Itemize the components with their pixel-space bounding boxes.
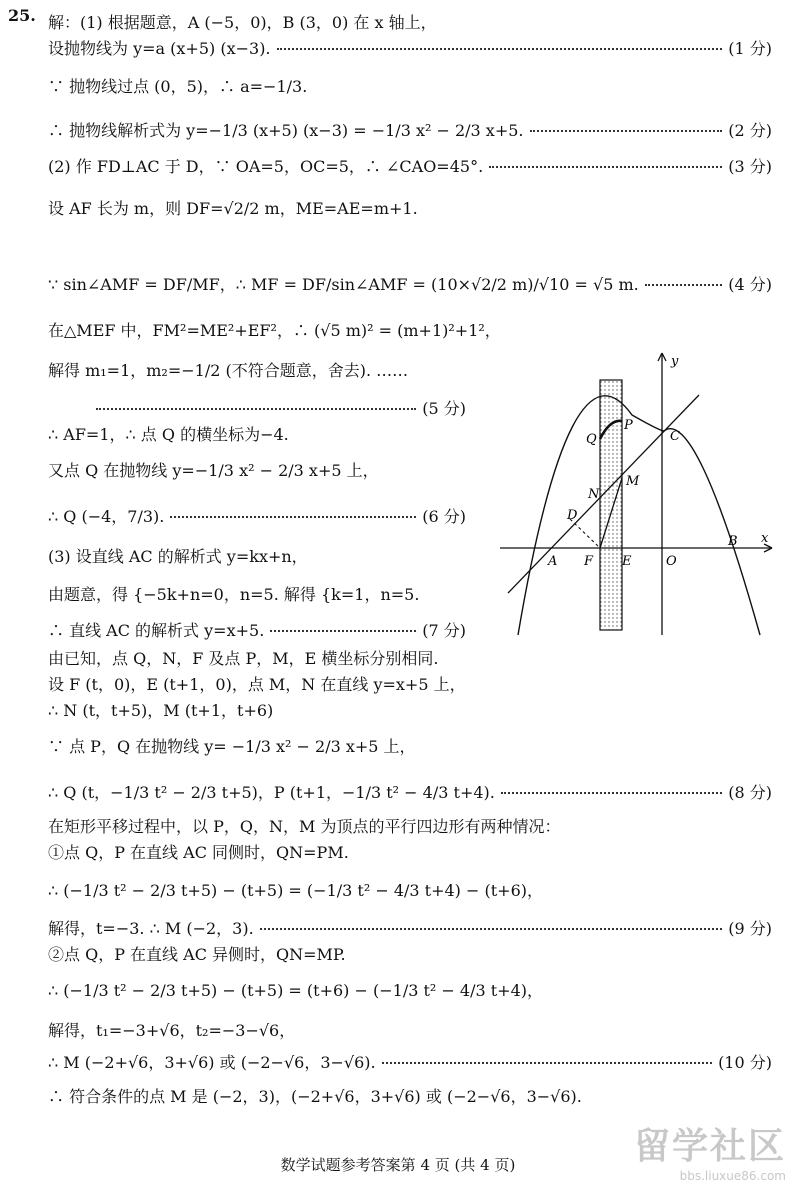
answer-line-text: ∵ 点 P，Q 在抛物线 y= −1/3 x² − 2/3 x+5 上， [48,736,416,756]
answer-line-text: ∴ 符合条件的点 M 是 (−2，3)，(−2+√6，3+√6) 或 (−2−√6，3−√6). [48,1086,582,1106]
answer-line [48,150,772,180]
answer-line [48,114,772,144]
watermark [634,1118,786,1183]
leader-dots [501,792,722,794]
answer-line-text: ∵ sin∠AMF = DF/MF，∴ MF = DF/sin∠AMF = (10×√2/2 m)/√10 = √5 m. [48,274,639,294]
watermark-main: 留学社区 [633,1126,786,1167]
answer-line [48,32,772,62]
answer-line-text: ∴ (−1/3 t² − 2/3 t+5) − (t+5) = (−1/3 t² − 4/3 t+4) − (t+6)， [48,880,544,900]
answer-line-text: ∴ N (t，t+5)，M (t+1，t+6) [48,700,274,720]
answer-line-text: 设 AF 长为 m，则 DF=√2/2 m，ME=AE=m+1. [48,198,418,218]
answer-line [48,354,466,384]
label-o: O [666,554,677,569]
answer-line [48,974,772,1004]
answer-line [48,192,772,222]
answer-line-text: 解：(1) 根据题意，A (−5，0)，B (3，0) 在 x 轴上， [48,12,437,32]
answer-line [48,268,772,298]
answer-line [48,1080,772,1110]
score-mark: (3 分) [728,156,772,176]
score-mark: (1 分) [728,38,772,58]
answer-line-text: ∴ 抛物线解析式为 y=−1/3 (x+5) (x−3) = −1/3 x² − 2/3 x+5. [48,120,524,140]
answer-line [48,836,772,866]
answer-line-text: 解得，t=−3. ∴ M (−2，3). [48,918,254,938]
answer-line-text: 在△MEF 中，FM²=ME²+EF²，∴ (√5 m)² = (m+1)²+1²， [48,320,501,340]
page-footer: 数学试题参考答案第 4 页 (共 4 页) [280,1156,516,1174]
answer-line-text: 又点 Q 在抛物线 y=−1/3 x² − 2/3 x+5 上， [48,460,379,480]
leader-dots [270,630,416,632]
label-x: x [761,531,769,546]
answer-line [48,614,466,644]
score-mark: (2 分) [728,120,772,140]
answer-line-text: 设抛物线为 y=a (x+5) (x−3). [48,38,271,58]
leader-dots [170,516,416,518]
answer-line-text: ①点 Q，P 在直线 AC 同侧时，QN=PM. [48,842,349,862]
leader-dots [382,1062,712,1064]
answer-line [48,730,772,760]
answer-line-text: 由题意，得 {−5k+n=0，n=5. 解得 {k=1，n=5. [48,584,420,604]
leader-dots [645,284,723,286]
answer-line [48,694,772,724]
answer-line-text: ②点 Q，P 在直线 AC 异侧时，QN=MP. [48,944,346,964]
label-a: A [548,554,558,569]
score-mark: (4 分) [728,274,772,294]
answer-line-text: ∴ 直线 AC 的解析式 y=x+5. [48,620,265,640]
answer-line [48,540,466,570]
answer-line [48,938,772,968]
label-d: D [567,508,578,523]
answer-line [48,1014,772,1044]
label-y: y [671,354,679,369]
answer-line [48,874,772,904]
answer-line-text: ∴ AF=1，∴ 点 Q 的横坐标为−4. [48,424,289,444]
parabola-curve [518,396,760,635]
score-mark: (7 分) [422,620,466,640]
leader-dots [530,130,723,132]
label-m: M [626,474,640,489]
label-n: N [588,487,600,502]
answer-line [48,418,466,448]
score-mark: (10 分) [718,1052,772,1072]
answer-line [48,578,466,608]
segment-fd [570,519,600,548]
leader-dots [96,408,416,410]
label-e: E [622,554,632,569]
answer-line-text: 解得，t₁=−3+√6，t₂=−3−√6， [48,1020,296,1040]
answer-line-text: ∴ Q (−4，7/3). [48,506,165,526]
answer-line-text: 由已知，点 Q，N，F 及点 P，M，E 横坐标分别相同. [48,648,439,668]
score-mark: (6 分) [422,506,466,526]
answer-line-text: ∵ 抛物线过点 (0，5)，∴ a=−1/3. [48,76,308,96]
answer-line [48,70,772,100]
answer-line-text: 解得 m₁=1，m₂=−1/2 (不符合题意，舍去). …… [48,360,409,380]
answer-line-text: ∴ (−1/3 t² − 2/3 t+5) − (t+5) = (t+6) − (−1/3 t² − 4/3 t+4)， [48,980,544,1000]
label-p: P [624,418,633,433]
shaded-rectangle [600,380,622,630]
answer-line [48,314,501,344]
answer-line [48,500,466,530]
leader-dots [277,48,723,50]
answer-line-text: (3) 设直线 AC 的解析式 y=kx+n， [48,546,308,566]
answer-line-text: 设 F (t，0)，E (t+1，0)，点 M，N 在直线 y=x+5 上， [48,674,466,694]
answer-line-text: ∴ Q (t，−1/3 t² − 2/3 t+5)，P (t+1，−1/3 t² − 4/3 t+4). [48,782,495,802]
label-c: C [670,429,680,444]
answer-line [48,454,466,484]
answer-line-text: (2) 作 FD⊥AC 于 D，∵ OA=5，OC=5，∴ ∠CAO=45°. [48,156,484,176]
answer-line-text: ∴ M (−2+√6，3+√6) 或 (−2−√6，3−√6). [48,1052,376,1072]
parabola-figure [496,345,786,645]
watermark-sub: bbs.liuxue86.com [679,1169,786,1183]
question-number: 25. [8,6,36,25]
label-f: F [584,554,594,569]
answer-line [48,1046,772,1076]
leader-dots [260,928,723,930]
label-q: Q [586,432,597,447]
label-b: B [728,534,738,549]
score-mark: (9 分) [728,918,772,938]
score-mark: (8 分) [728,782,772,802]
answer-line-text: 在矩形平移过程中，以 P，Q，N，M 为顶点的平行四边形有两种情况： [48,816,561,836]
answer-line [48,776,772,806]
score-mark: (5 分) [422,398,466,418]
leader-dots [489,166,722,168]
